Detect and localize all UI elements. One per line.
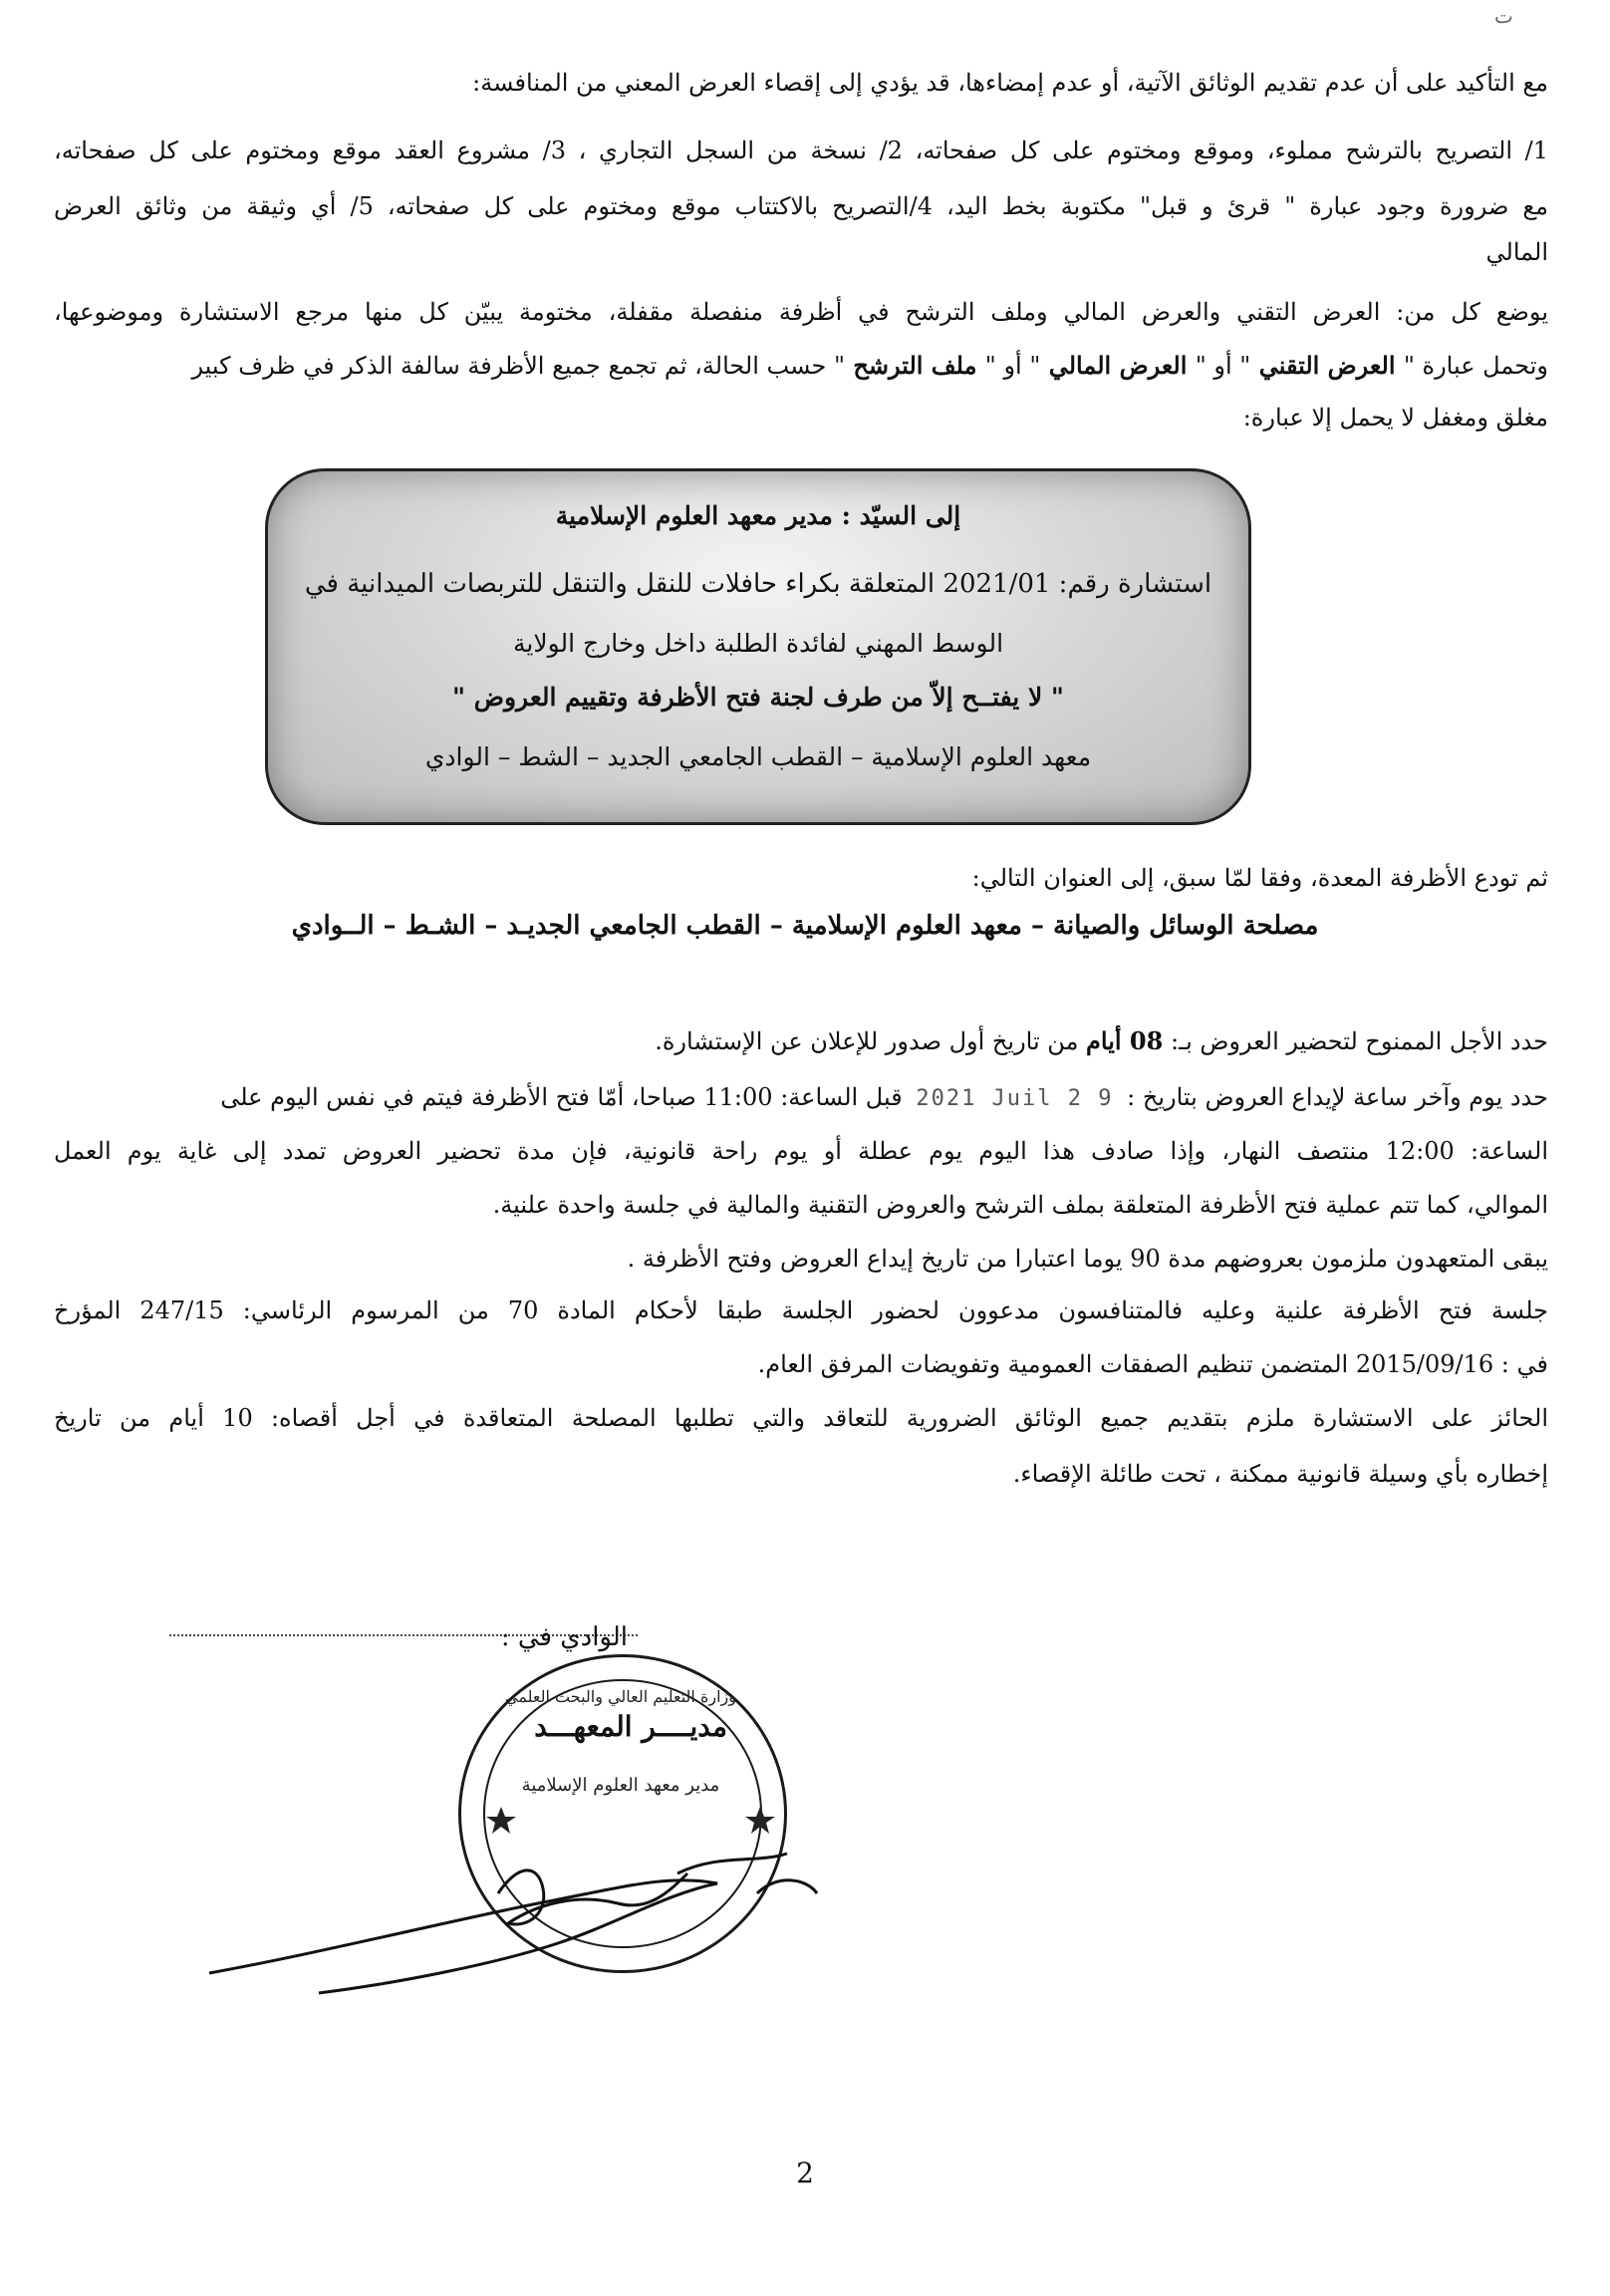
seal-ring-text: وزارة التعليم العالي والبحث العلمي xyxy=(505,1687,736,1706)
deadline-line-8: الحائز على الاستشارة ملزم بتقديم جميع الوثائق الضرورية للتعاقد والتي تطلبها المصلحة المتعاقدة في أجل أقصاه: 10 أيام من تاريخ xyxy=(54,1404,1549,1432)
intro-line-2: 1/ التصريح بالترشح مملوء، وموقع ومختوم على كل صفحاته، 2/ نسخة من السجل التجاري ، 3/ مشروع العقد موقع ومختوم على كل صفحاته، xyxy=(54,137,1548,164)
envelopes-line-2 xyxy=(54,343,1548,389)
label-institute-address: معهد العلوم الإسلامية – القطب الجامعي الجديد – الشط – الوادي xyxy=(424,742,1092,771)
intro-line-4: المالي xyxy=(1485,238,1548,266)
deadline-line-6: جلسة فتح الأظرفة علنية وعليه فالمتنافسون مدعوون لحضور الجلسة طبقا لأحكام المادة 70 من المرسوم الرئاسي: 247/15 المؤرخ xyxy=(54,1296,1548,1324)
deadline-line-2 xyxy=(54,1074,1548,1122)
corner-mark: ت xyxy=(1494,4,1513,28)
deadline-line-3: الساعة: 12:00 منتصف النهار، وإذا صادف هذا اليوم يوم عطلة أو يوم راحة قانونية، فإن مدة تحضير العروض تمدد إلى غاية يوم العمل xyxy=(54,1137,1548,1165)
envelopes-prefix: وتحمل عبارة " xyxy=(1403,352,1548,380)
deadline-line-5: يبقى المتعهدون ملزمون بعروضهم مدة 90 يوما اعتبارا من تاريخ إيداع العروض وفتح الأظرفة . xyxy=(627,1245,1548,1273)
deadline-line-9: إخطاره بأي وسيلة قانونية ممكنة ، تحت طائلة الإقصاء. xyxy=(1012,1460,1548,1488)
envelopes-line-3: مغلق ومغفل لا يحمل إلا عبارة: xyxy=(1242,404,1548,431)
director-title: مديــــر المعهـــد xyxy=(534,1710,727,1743)
page-number: 2 xyxy=(796,2156,814,2189)
intro-line-1: مع التأكيد على أن عدم تقديم الوثائق الآتية، أو عدم إمضاءها، قد يؤدي إلى إقصاء العرض المعني من المنافسة: xyxy=(472,69,1548,97)
deadline-line-4: الموالي، كما تتم عملية فتح الأظرفة المتعلقة بملف الترشح والعروض التقنية والمالية في جلسة واحدة علنية. xyxy=(492,1191,1548,1219)
deadline-line-1 xyxy=(54,1018,1548,1064)
envelopes-line-1: يوضع كل من: العرض التقني والعرض المالي وملف الترشح في أظرفة منفصلة مقفلة، مختومة يبيّن كل منها مرجع الاستشارة وموضوعها، xyxy=(54,298,1548,326)
date-stamp: 2021 Juil 2 9 xyxy=(916,1086,1114,1111)
deposit-address: مصلحة الوسائل والصيانة – معهد العلوم الإسلامية – القطب الجامعي الجديـد – الشـط – الــوادي xyxy=(291,911,1319,941)
financial-offer-label: العرض المالي xyxy=(1040,351,1196,380)
label-consultation-ref: استشارة رقم: 2021/01 المتعلقة بكراء حافلات للنقل والتنقل للتربصات الميدانية في xyxy=(304,569,1212,599)
intro-line-3: مع ضرورة وجود عبارة " قرئ و قبل" مكتوبة بخط اليد، 4/التصريح بالاكتتاب موقع ومختوم على كل صفحاته، 5/ أي وثيقة من وثائق العرض xyxy=(54,192,1549,220)
deadline-days: 08 أيام xyxy=(1086,1026,1164,1055)
candidacy-file-label: ملف الترشح xyxy=(845,351,985,380)
label-subject: الوسط المهني لفائدة الطلبة داخل وخارج الولاية xyxy=(512,629,1004,658)
or-separator-2: " أو " xyxy=(984,352,1041,380)
deposit-date-text: حدد يوم وآخر ساعة لإيداع العروض بتاريخ : xyxy=(1119,1083,1548,1111)
handwritten-signature xyxy=(199,1834,897,2033)
or-separator-1: " أو " xyxy=(1195,352,1251,380)
deposit-date-text-end: قبل الساعة: 11:00 صباحا، أمّا فتح الأظرفة فيتم في نفس اليوم على xyxy=(220,1083,911,1111)
label-addressee: إلى السيّد : مدير معهد العلوم الإسلامية xyxy=(555,501,961,530)
envelope-label-box xyxy=(265,468,1251,825)
technical-offer-label: العرض التقني xyxy=(1250,351,1404,380)
signature-place: الوادي في : xyxy=(500,1622,628,1652)
deposit-line: ثم تودع الأظرفة المعدة، وفقا لمّا سبق، إلى العنوان التالي: xyxy=(971,864,1548,892)
deadline-prep-text-end: من تاريخ أول صدور للإعلان عن الإستشارة. xyxy=(655,1027,1087,1055)
label-do-not-open: " لا يفتــح إلاّ من طرف لجنة فتح الأظرفة وتقييم العروض " xyxy=(452,683,1064,712)
deadline-prep-text: حدد الأجل الممنوح لتحضير العروض بـ: xyxy=(1163,1027,1548,1055)
deadline-line-7: في : 2015/09/16 المتضمن تنظيم الصفقات العمومية وتفويضات المرفق العام. xyxy=(757,1350,1548,1378)
seal-title: مدير معهد العلوم الإسلامية xyxy=(521,1775,720,1796)
envelopes-suffix: " حسب الحالة، ثم تجمع جميع الأظرفة سالفة الذكر في ظرف كبير xyxy=(191,352,845,380)
